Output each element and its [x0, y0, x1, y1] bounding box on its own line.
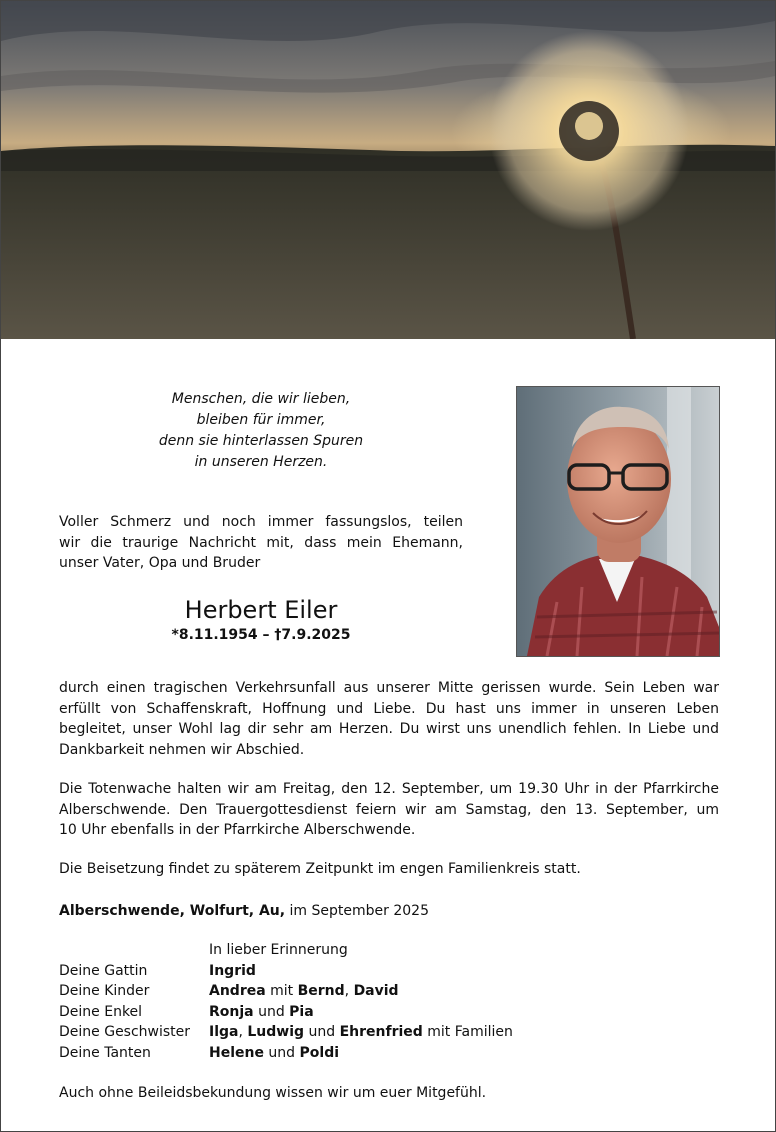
paragraph-line: Alberschwende. Den Trauergottesdienst feiern wir am Samstag, den 13. September, um	[59, 801, 719, 818]
family-row	[59, 961, 513, 982]
family-connector: und	[304, 1024, 340, 1040]
family-row	[59, 981, 513, 1002]
family-member-name: Ronja	[209, 1003, 254, 1020]
poem-line: in unseren Herzen.	[194, 454, 328, 470]
family-names	[209, 961, 256, 982]
paragraph-line: durch einen tragischen Verkehrsunfall aus unserer Mitte gerissen wurde. Sein Leben war	[59, 680, 719, 696]
family-heading-row	[59, 940, 513, 961]
family-connector: und	[263, 1044, 300, 1061]
life-dates: *8.11.1954 – †7.9.2025	[171, 627, 351, 643]
paragraph-line: 10 Uhr ebenfalls in der Pfarrkirche Alberschwende.	[59, 822, 416, 838]
paragraph-line: erfüllt von Schaffenskraft, Hoffnung und Liebe. Du hast uns immer in unseren Leben	[59, 700, 719, 717]
family-connector: mit	[265, 983, 298, 999]
family-member-name: Helene	[209, 1044, 264, 1061]
dandelion-sunset-banner	[1, 1, 775, 339]
family-names	[209, 981, 399, 1002]
family-member-name: Ingrid	[209, 962, 256, 979]
paragraph-circumstances	[59, 678, 719, 760]
family-member-name: Andrea	[209, 983, 266, 999]
family-relation: Deine Gattin	[59, 962, 148, 979]
family-names	[209, 1043, 339, 1064]
portrait-photo	[516, 386, 720, 657]
paragraph-burial: Die Beisetzung findet zu späterem Zeitpunkt im engen Familienkreis statt.	[59, 861, 581, 877]
deceased-name: Herbert Eiler	[184, 596, 338, 624]
family-relation: Deine Kinder	[59, 983, 150, 999]
family-member-name: Pia	[289, 1003, 314, 1020]
family-relation: Deine Enkel	[59, 1003, 143, 1020]
family-relation: Deine Geschwister	[59, 1024, 191, 1040]
family-names	[209, 1002, 314, 1023]
paragraph-line: begleitet, unser Wohl lag dir sehr am Herzen. Du wirst uns unendlich fehlen. In Liebe und	[59, 721, 719, 737]
intro-text	[59, 512, 463, 574]
family-member-name: Ludwig	[247, 1024, 305, 1040]
family-member-name: Ilga	[209, 1024, 239, 1040]
closing-line: Auch ohne Beileidsbekundung wissen wir um euer Mitgefühl.	[59, 1085, 487, 1101]
family-connector: ,	[344, 983, 354, 999]
family-member-name: Poldi	[299, 1044, 340, 1061]
family-row	[59, 1002, 513, 1023]
family-member-name: Ehrenfried	[339, 1024, 423, 1040]
family-connector: mit Familien	[422, 1024, 513, 1040]
paragraph-line: Die Totenwache halten wir am Freitag, den 12. September, um 19.30 Uhr in der Pfarrkirche	[59, 781, 719, 797]
intro-line: unser Vater, Opa und Bruder	[59, 555, 261, 571]
intro-line: Voller Schmerz und noch immer fassungslos, teilen	[59, 514, 463, 530]
family-relation: Deine Tanten	[59, 1044, 151, 1061]
family-connector: und	[253, 1003, 290, 1020]
family-heading-spacer	[59, 940, 209, 961]
family-member-name: David	[353, 983, 399, 999]
poem-line: Menschen, die wir lieben,	[171, 391, 351, 407]
family-row	[59, 1022, 513, 1043]
paragraph-line: Dankbarkeit nehmen wir Abschied.	[59, 741, 305, 758]
paragraph-services	[59, 779, 719, 841]
family-member-name: Bernd	[297, 983, 345, 999]
family-heading: In lieber Erinnerung	[209, 942, 348, 958]
date: im September 2025	[285, 903, 429, 919]
poem-line: bleiben für immer,	[196, 412, 326, 428]
intro-line: wir die traurige Nachricht mit, dass mein Ehemann,	[59, 534, 463, 551]
place-date-line	[59, 901, 719, 922]
family-names	[209, 1022, 513, 1043]
poem-line: denn sie hinterlassen Spuren	[158, 433, 364, 449]
family-row	[59, 1043, 513, 1064]
family-list	[59, 940, 513, 1063]
places: Alberschwende, Wolfurt, Au,	[59, 903, 286, 919]
family-connector: ,	[238, 1024, 248, 1040]
memorial-poem	[121, 389, 401, 473]
